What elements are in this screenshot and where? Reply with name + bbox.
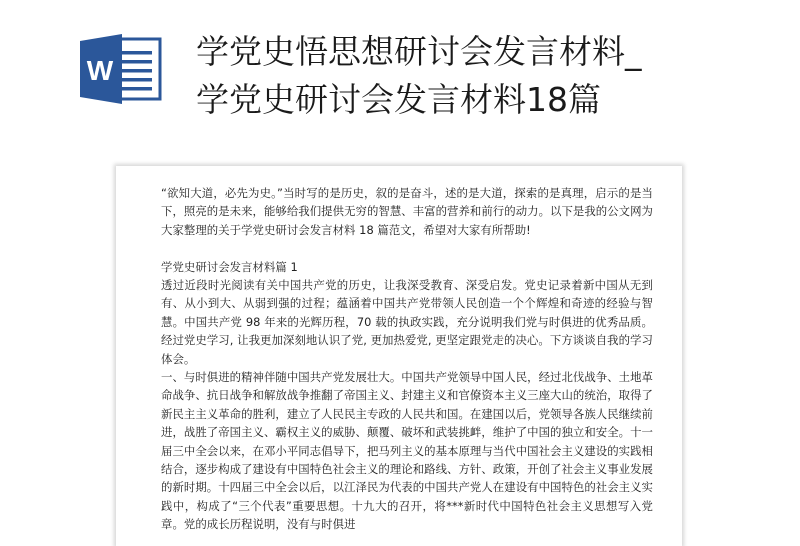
body-paragraph-2: 一、与时俱进的精神伴随中国共产党发展壮大。中国共产党领导中国人民，经过北伐战争、土地革命战争、抗日战争和解放战争推翻了帝国主义、封建主义和官僚资本主义三座大山的统治，取得了新民主主义革命的胜利，建立了人民民主专政的人民共和国。在建国以后，党领导各族人民继续前进，战胜了帝国主义、霸权主义的威胁、颠覆、破坏和武装挑衅，维护了中国的独立和安全。十一届三中全会以来，在邓小平同志倡导下，把马列主义的基本原理与当代中国社会主义建设的实践相结合，逐步构成了建设有中国特色社会主义的理论和路线、方针、政策，开创了社会主义事业发展的新时期。十四届三中全会以后，以江泽民为代表的中国共产党人在建设有中国特色的社会主义实践中，构成了“三个代表”重要思想。十九大的召开，将***新时代中国特色社会主义思想写入党章。党的成长历程说明，没有与时俱进 [161,370,653,532]
document-body [161,184,653,534]
title-line-2: 学党史研讨会发言材料18篇 [196,80,601,119]
svg-text:W: W [86,55,114,86]
document-page[interactable] [116,166,682,546]
title-line-1: 学党史悟思想研讨会发言材料_ [196,32,642,71]
blank-line [161,239,653,257]
word-icon [78,33,164,105]
page-title [196,28,756,124]
body-paragraph-1: 透过近段时光阅读有关中国共产党的历史，让我深受教育、深受启发。党史记录着新中国从无到有、从小到大、从弱到强的过程；蕴涵着中国共产党带领人民创造一个个辉煌和奇迹的经验与智慧。中国共产党 98 年来的光辉历程，70 载的执政实践，充分说明我们党与时俱进的优秀品质。经过党史学习, 让我更加深刻地认识了党, 更加热爱党, 更坚定跟党走的决心。下方谈谈自我的学习体会。 [161,278,653,366]
section-title: 学党史研讨会发言材料篇 1 [161,259,298,274]
intro-paragraph: “欲知大道，必先为史。”当时写的是历史，叙的是奋斗，述的是大道，探索的是真理，启示的是当下，照亮的是未来，能够给我们提供无穷的智慧、丰富的营养和前行的动力。以下是我的公文网为大家整理的关于学党史研讨会发言材料 18 篇范文，希望对大家有所帮助! [161,186,653,237]
header [0,0,800,160]
